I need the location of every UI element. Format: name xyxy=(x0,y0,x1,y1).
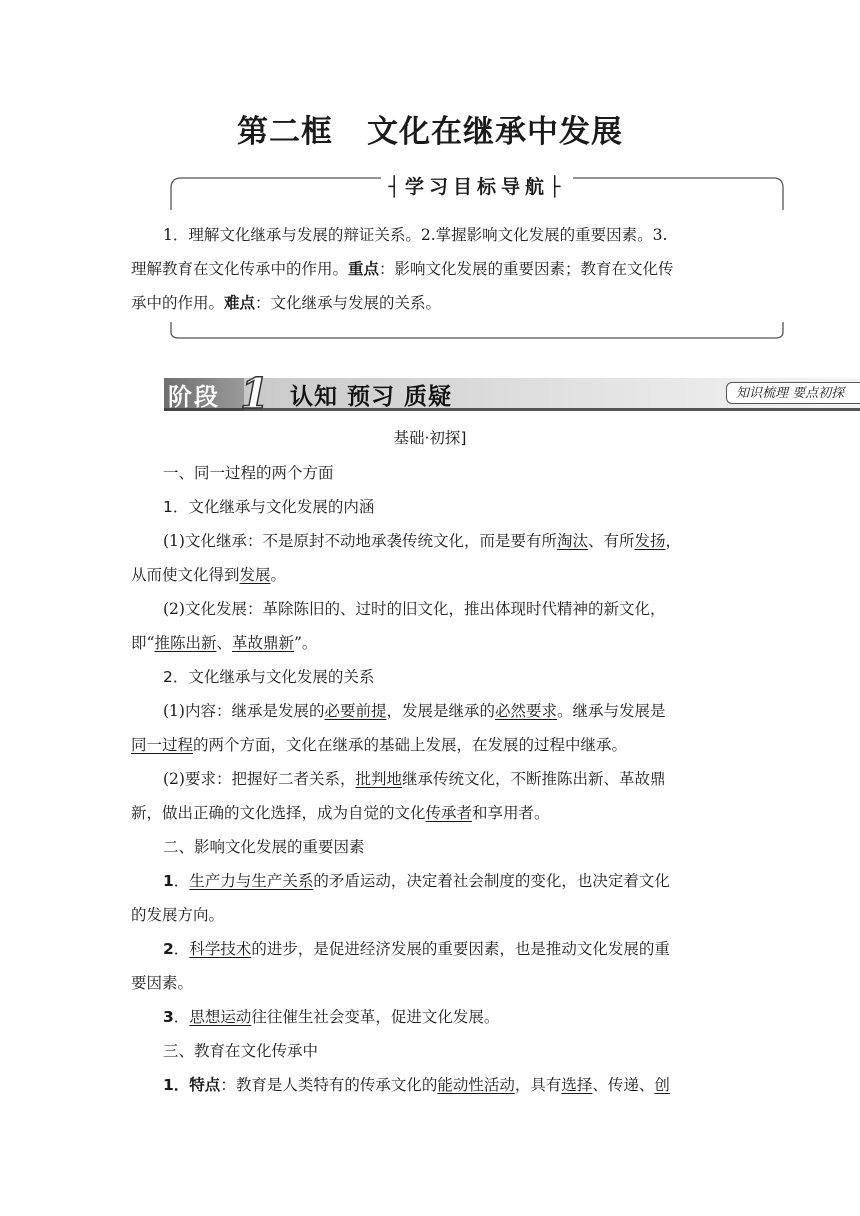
key-term: 传承者 xyxy=(425,804,473,822)
paragraph-requirement-cont: 新，做出正确的文化选择，成为自觉的文化传承者和享用者。 xyxy=(131,804,550,822)
paragraph-factor-1: 1．生产力与生产关系的矛盾运动，决定着社会制度的变化，也决定着文化 xyxy=(163,872,670,890)
key-term: 必要前提 xyxy=(324,702,387,720)
difficulty-label: 难点 xyxy=(224,294,256,312)
goals-line-1: 1．理解文化继承与发展的辩证关系。2.掌握影响文化发展的重要因素。3. xyxy=(163,226,668,244)
page-title xyxy=(0,106,860,151)
paragraph-develop-cont: 即“推陈出新、革故鼎新”。 xyxy=(131,634,318,652)
stage-title: 认知 预习 质疑 xyxy=(290,384,453,410)
key-term: 批判地 xyxy=(355,770,402,788)
paragraph-factor-3: 3．思想运动往往催生社会变革，促进文化发展。 xyxy=(163,1008,500,1026)
section-2-heading: 二、影响文化发展的重要因素 xyxy=(163,838,365,856)
section-1-1-heading: 1．文化继承与文化发展的内涵 xyxy=(163,498,375,516)
key-point-label: 重点 xyxy=(348,260,380,278)
key-term: 选择 xyxy=(561,1076,593,1094)
key-term: 生产力与生产关系 xyxy=(189,872,314,890)
key-term: 同一过程 xyxy=(131,736,194,754)
key-term: 创 xyxy=(654,1076,670,1094)
paragraph-inherit-cont: 从而使文化得到发展。 xyxy=(131,566,287,584)
paragraph-relation: (1)内容：继承是发展的必要前提，发展是继承的必然要求。继承与发展是 xyxy=(163,702,666,720)
key-term: 推陈出新 xyxy=(154,634,217,652)
title-part1: 第二框 xyxy=(237,114,333,150)
goals-line-3: 承中的作用。难点：文化继承与发展的关系。 xyxy=(131,294,442,312)
section-1-2-heading: 2．文化继承与文化发展的关系 xyxy=(163,668,375,686)
key-term: 能动性活动 xyxy=(437,1076,515,1094)
goals-line-2: 理解教育在文化传承中的作用。重点：影响文化发展的重要因素；教育在文化传 xyxy=(131,260,674,278)
key-term: 思想运动 xyxy=(189,1008,252,1026)
stage-banner xyxy=(164,369,860,418)
key-term: 革故鼎新 xyxy=(231,634,294,652)
stage-tag: 知识梳理 要点初探 xyxy=(726,382,860,404)
section-subtag: 基础·初探] xyxy=(393,429,467,447)
goals-text xyxy=(131,218,731,320)
paragraph-factor-1-cont: 的发展方向。 xyxy=(131,906,225,924)
paragraph-requirement: (2)要求：把握好二者关系，批判地继承传统文化，不断推陈出新、革故鼎 xyxy=(163,770,666,788)
key-term: 发展 xyxy=(239,566,271,584)
key-term: 必然要求 xyxy=(495,702,558,720)
stage-label: 阶段 xyxy=(168,383,220,411)
key-term: 淘汰 xyxy=(556,532,588,550)
paragraph-factor-2: 2．科学技术的进步，是促进经济发展的重要因素，也是推动文化发展的重 xyxy=(163,940,670,958)
section-1-heading: 一、同一过程的两个方面 xyxy=(163,464,334,482)
paragraph-relation-cont: 同一过程的两个方面，文化在继承的基础上发展，在发展的过程中继承。 xyxy=(131,736,628,754)
section-3-heading: 三、教育在文化传承中 xyxy=(163,1042,319,1060)
goals-header-text: 学习目标导航 xyxy=(404,176,549,198)
title-part2: 文化在继承中发展 xyxy=(367,114,623,150)
paragraph-develop: (2)文化发展：革除陈旧的、过时的旧文化，推出体现时代精神的新文化， xyxy=(163,600,666,618)
paragraph-education: 1．特点：教育是人类特有的传承文化的能动性活动，具有选择、传递、创 xyxy=(163,1076,670,1094)
paragraph-factor-2-cont: 要因素。 xyxy=(131,974,194,992)
key-term: 发扬 xyxy=(634,532,666,550)
stage-number: 1 xyxy=(240,369,270,418)
paragraph-inherit: (1)文化继承：不是原封不动地承袭传统文化，而是要有所淘汰、有所发扬， xyxy=(163,532,682,550)
goals-header: ┤学习目标导航├ xyxy=(170,172,784,199)
key-term: 科学技术 xyxy=(189,940,252,958)
main-content xyxy=(131,456,731,1102)
